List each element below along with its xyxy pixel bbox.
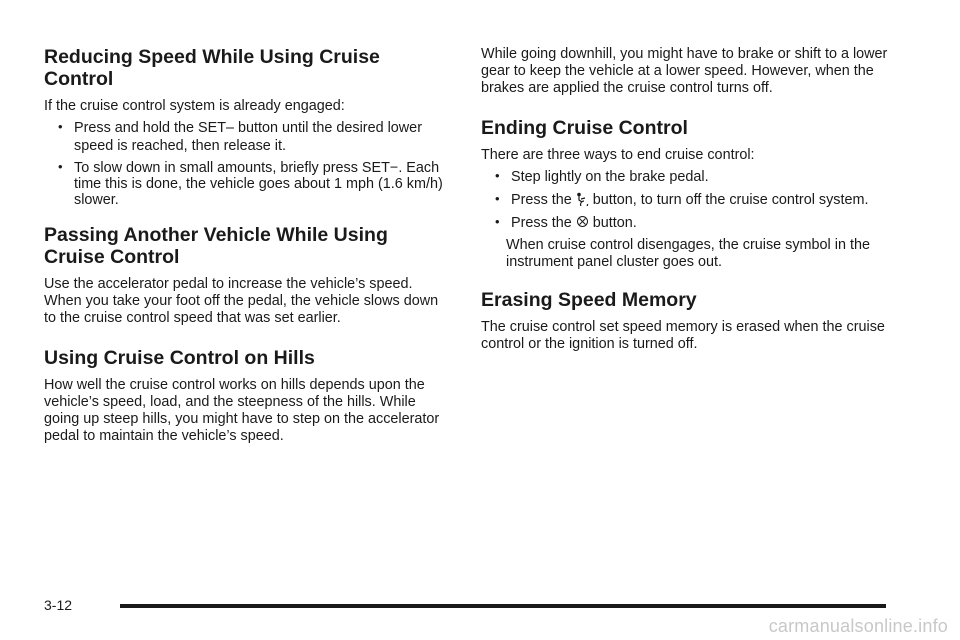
paragraph-disengage: When cruise control disengages, the cruise symbol in the instrument panel cluster goes out. bbox=[506, 237, 870, 270]
right-column bbox=[481, 46, 901, 353]
reduce-speed-list bbox=[44, 119, 448, 208]
paragraph-hills: How well the cruise control works on hills depends upon the vehicle’s speed, load, and the steepness of the hills. While going up steep hills, you might have to step on the accelerator pedal to maintain the vehicle’s speed. bbox=[44, 377, 440, 444]
paragraph-erasing: The cruise control set speed memory is erased when the cruise control or the ignition is turned off. bbox=[481, 319, 885, 352]
ending-list bbox=[481, 168, 901, 232]
cancel-icon bbox=[576, 215, 589, 229]
bullet: • bbox=[495, 191, 500, 206]
bullet: • bbox=[495, 214, 500, 229]
bullet: • bbox=[495, 168, 500, 183]
list-item: • Press the button, to turn off the cruise control system. bbox=[495, 191, 869, 208]
heading-passing: Passing Another Vehicle While Using Cruise Control bbox=[44, 224, 388, 268]
paragraph-passing: Use the accelerator pedal to increase the vehicle’s speed. When you take your foot off the pedal, the vehicle slows down to the cruise control speed that was set earlier. bbox=[44, 276, 439, 326]
page-number: 3-12 bbox=[44, 597, 73, 613]
watermark: carmanualsonline.info bbox=[768, 616, 948, 636]
bullet: • bbox=[58, 119, 63, 134]
left-column bbox=[44, 46, 448, 445]
footer-divider bbox=[120, 604, 886, 608]
list-item: • Step lightly on the brake pedal. bbox=[495, 168, 709, 185]
intro-ways: There are three ways to end cruise control: bbox=[481, 147, 755, 163]
paragraph-downhill: While going downhill, you might have to brake or shift to a lower gear to keep the vehicle at a lower speed. However, when the brakes are applied the cruise control turns off. bbox=[481, 46, 888, 96]
bullet: • bbox=[58, 159, 63, 174]
intro-engaged: If the cruise control system is already engaged: bbox=[44, 98, 345, 114]
cruise-control-icon bbox=[576, 192, 589, 206]
heading-hills: Using Cruise Control on Hills bbox=[44, 347, 315, 369]
list-item: • Press the button. bbox=[495, 214, 637, 231]
list-item: • Press and hold the SET– button until the desired lower speed is reached, then release it. bbox=[58, 119, 422, 154]
list-item: • To slow down in small amounts, briefly press SET−. Each time this is done, the vehicle goes about 1 mph (1.6 km/h) slower. bbox=[58, 159, 443, 208]
heading-reducing-speed: Reducing Speed While Using Cruise Control bbox=[44, 46, 380, 90]
heading-ending: Ending Cruise Control bbox=[481, 117, 688, 139]
heading-erasing: Erasing Speed Memory bbox=[481, 289, 697, 311]
